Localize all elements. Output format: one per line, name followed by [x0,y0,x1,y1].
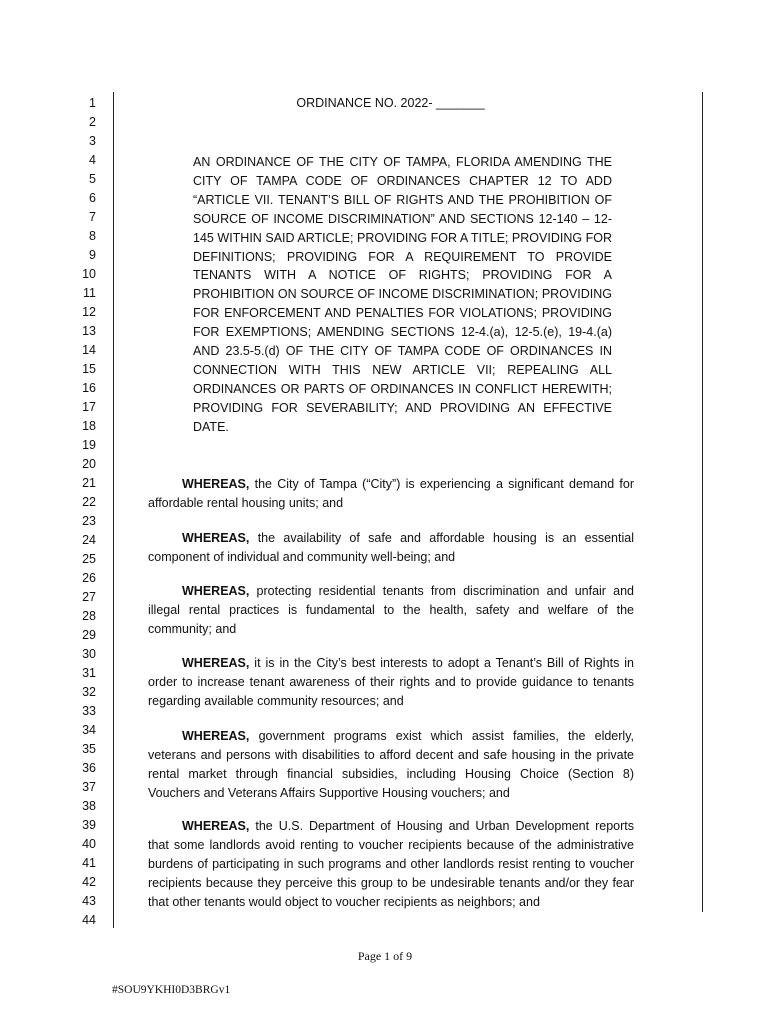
line-number: 33 [82,704,96,718]
paragraph-text: the City of Tampa (“City”) is experiencing a significant demand for affordable rental housing units; and [148,477,634,510]
whereas-paragraph-5 [148,727,634,803]
paragraph-text: the U.S. Department of Housing and Urban Development reports that some landlords avoid renting to voucher recipients because of the administrative burdens of participating in such programs and other landlords resist renting to voucher recipients because they perceive this group to be undesirable tenants and/or they fear that other tenants would object to voucher recipients as neighbors; and [148,819,634,909]
line-number: 12 [82,305,96,319]
line-number: 7 [89,210,96,224]
paragraph-text: government programs exist which assist families, the elderly, veterans and persons with disabilities to afford decent and safe housing in the private rental market through financial subsidies, including Housing Choice (Section 8) Vouchers and Veterans Affairs Supportive Housing vouchers; and [148,729,634,800]
line-number: 17 [82,400,96,414]
line-number: 30 [82,647,96,661]
whereas-label: WHEREAS, [182,477,250,491]
line-number: 5 [89,172,96,186]
ordinance-title: ORDINANCE NO. 2022- _______ [296,96,485,110]
whereas-paragraph-3 [148,582,634,639]
line-number: 28 [82,609,96,623]
line-number: 35 [82,742,96,756]
line-number: 27 [82,590,96,604]
line-number: 15 [82,362,96,376]
line-number: 37 [82,780,96,794]
line-number: 42 [82,875,96,889]
line-number: 13 [82,324,96,338]
line-number: 3 [89,134,96,148]
line-number: 39 [82,818,96,832]
line-number: 22 [82,495,96,509]
line-number: 21 [82,476,96,490]
line-number: 44 [82,913,96,927]
line-number: 16 [82,381,96,395]
ordinance-caption: AN ORDINANCE OF THE CITY OF TAMPA, FLORIDA AMENDING THE CITY OF TAMPA CODE OF ORDINANCES CHAPTER 12 TO ADD “ARTICLE VII. TENANT’S BILL OF RIGHTS AND THE PROHIBITION OF SOURCE OF INCOME DISCRIMINATION” AND SECTIONS 12-140 – 12-145 WITHIN SAID ARTICLE; PROVIDING FOR A TITLE; PROVIDING FOR DEFINITIONS; PROVIDING FOR A REQUIREMENT TO PROVIDE TENANTS WITH A NOTICE OF RIGHTS; PROVIDING FOR A PROHIBITION ON SOURCE OF INCOME DISCRIMINATION; PROVIDING FOR ENFORCEMENT AND PENALTIES FOR VIOLATIONS; PROVIDING FOR EXEMPTIONS; AMENDING SECTIONS 12-4.(a), 12-5.(e), 19-4.(a) AND 23.5-5.(d) OF THE CITY OF TAMPA CODE OF ORDINANCES IN CONNECTION WITH THIS NEW ARTICLE VII; REPEALING ALL ORDINANCES OR PARTS OF ORDINANCES IN CONFLICT HEREWITH; PROVIDING FOR SEVERABILITY; AND PROVIDING AN EFFECTIVE DATE. [193,155,612,434]
line-number: 19 [82,438,96,452]
whereas-label: WHEREAS, [182,531,250,545]
line-number: 8 [89,229,96,243]
left-margin-rule [113,92,114,928]
line-number: 9 [89,248,96,262]
line-number: 40 [82,837,96,851]
line-number: 10 [82,267,96,281]
line-number: 41 [82,856,96,870]
line-number: 11 [83,286,96,300]
paragraph-text: the availability of safe and affordable housing is an essential component of individual and community well-being; and [148,531,634,564]
line-number: 36 [82,761,96,775]
line-number: 18 [82,419,96,433]
line-number: 6 [89,191,96,205]
document-id: #SOU9YKHI0D3BRGv1 [112,984,231,996]
line-number: 31 [82,666,96,680]
line-number: 4 [89,153,96,167]
line-number: 1 [89,96,96,110]
whereas-paragraph-6 [148,817,634,912]
whereas-paragraph-4 [148,654,634,711]
line-number: 26 [82,571,96,585]
whereas-label: WHEREAS, [182,729,250,743]
whereas-paragraph-2 [148,529,634,567]
line-number: 25 [82,552,96,566]
page-footer: Page 1 of 9 [357,949,413,963]
right-margin-rule [702,92,703,912]
whereas-label: WHEREAS, [182,656,250,670]
line-number: 24 [82,533,96,547]
line-number: 34 [82,723,96,737]
whereas-label: WHEREAS, [182,819,250,833]
line-number: 23 [82,514,96,528]
paragraph-text: protecting residential tenants from discrimination and unfair and illegal rental practices is fundamental to the health, safety and welfare of the community; and [148,584,634,636]
line-number: 20 [82,457,96,471]
whereas-paragraph-1 [148,475,634,513]
paragraph-text: it is in the City’s best interests to adopt a Tenant’s Bill of Rights in order to increase tenant awareness of their rights and to provide guidance to tenants regarding available community resources; and [148,656,634,708]
line-number: 43 [82,894,96,908]
line-number: 32 [82,685,96,699]
line-number: 14 [82,343,96,357]
whereas-label: WHEREAS, [182,584,250,598]
line-number: 38 [82,799,96,813]
line-number: 2 [89,115,96,129]
line-number: 29 [82,628,96,642]
